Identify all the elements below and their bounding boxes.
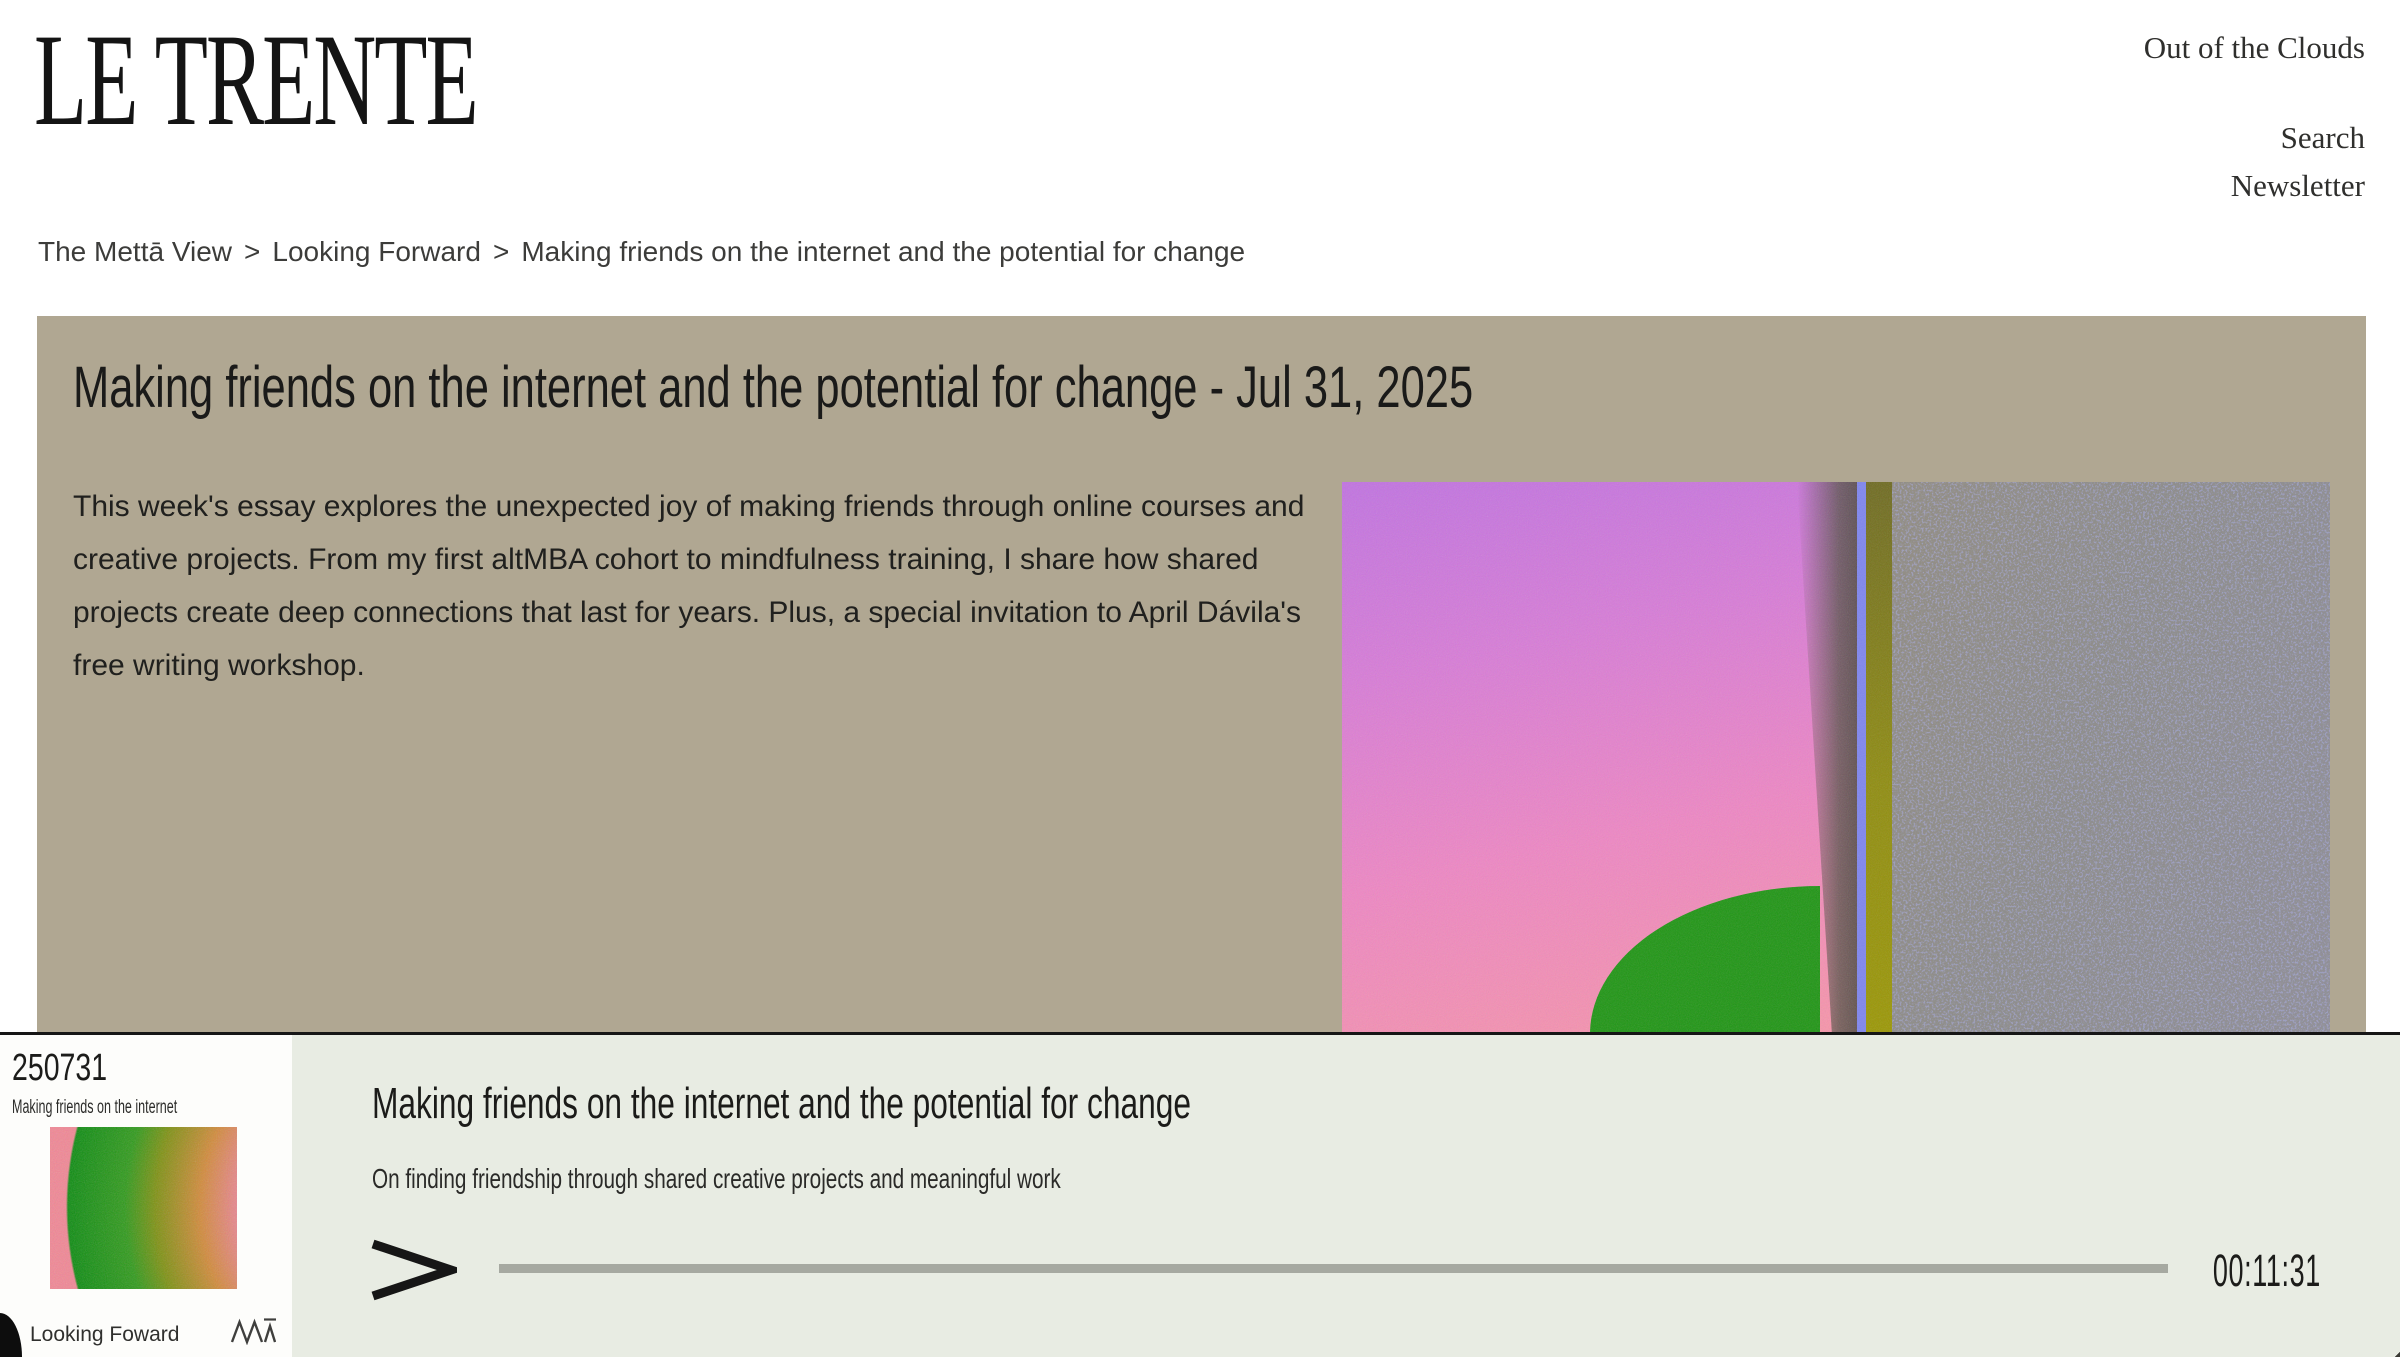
resize-corner-icon (2387, 1344, 2400, 1357)
article-title: Making friends on the internet and the potential for change - Jul 31, 2025 (73, 355, 1474, 420)
nav-link-search[interactable]: Search (2280, 120, 2365, 155)
play-button[interactable] (367, 1238, 457, 1302)
episode-number: 250731 (12, 1047, 108, 1089)
player-episode-subtitle: On finding friendship through shared creative projects and meaningful work (372, 1163, 1061, 1194)
metta-logo-icon[interactable] (230, 1317, 276, 1345)
corner-disc-decoration (0, 1313, 22, 1357)
player-episode-title: Making friends on the internet and the potential for change (372, 1079, 1191, 1128)
le-trente-logo[interactable]: LE TRENTE (34, 6, 477, 153)
nav-link-out-of-the-clouds[interactable]: Out of the Clouds (2143, 30, 2365, 65)
play-icon (367, 1238, 457, 1302)
episode-artwork (1342, 482, 2330, 1032)
grain-overlay (1342, 482, 2330, 1032)
article-summary: This week's essay explores the unexpected joy of making friends through online courses and creative projects. From my first altMBA cohort to mindfulness training, I share how shared projects create deep connections that last for years. Plus, a special invitation to April Dávila's free writing workshop. (73, 490, 1305, 682)
episode-thumbnail (50, 1127, 237, 1289)
article-card (37, 316, 2366, 1032)
breadcrumb-separator: > (492, 236, 510, 267)
breadcrumb-item-looking-forward[interactable]: Looking Forward (272, 236, 481, 267)
audio-player-bar (0, 1032, 2400, 1357)
breadcrumb-item-metta-view[interactable]: The Mettā View (38, 236, 233, 267)
episode-card[interactable] (0, 1035, 292, 1357)
progress-bar[interactable] (499, 1264, 2168, 1273)
breadcrumb (38, 236, 1245, 268)
grain-overlay (50, 1127, 237, 1289)
breadcrumb-item-current-page: Making friends on the internet and the potential for change (521, 236, 1246, 267)
time-elapsed: 00:11:31 (2213, 1245, 2321, 1296)
nav-link-newsletter[interactable]: Newsletter (2230, 168, 2365, 203)
breadcrumb-separator: > (244, 236, 261, 267)
episode-series-label: Looking Foward (30, 1323, 180, 1346)
episode-caption: Making friends on the internet (12, 1097, 178, 1118)
